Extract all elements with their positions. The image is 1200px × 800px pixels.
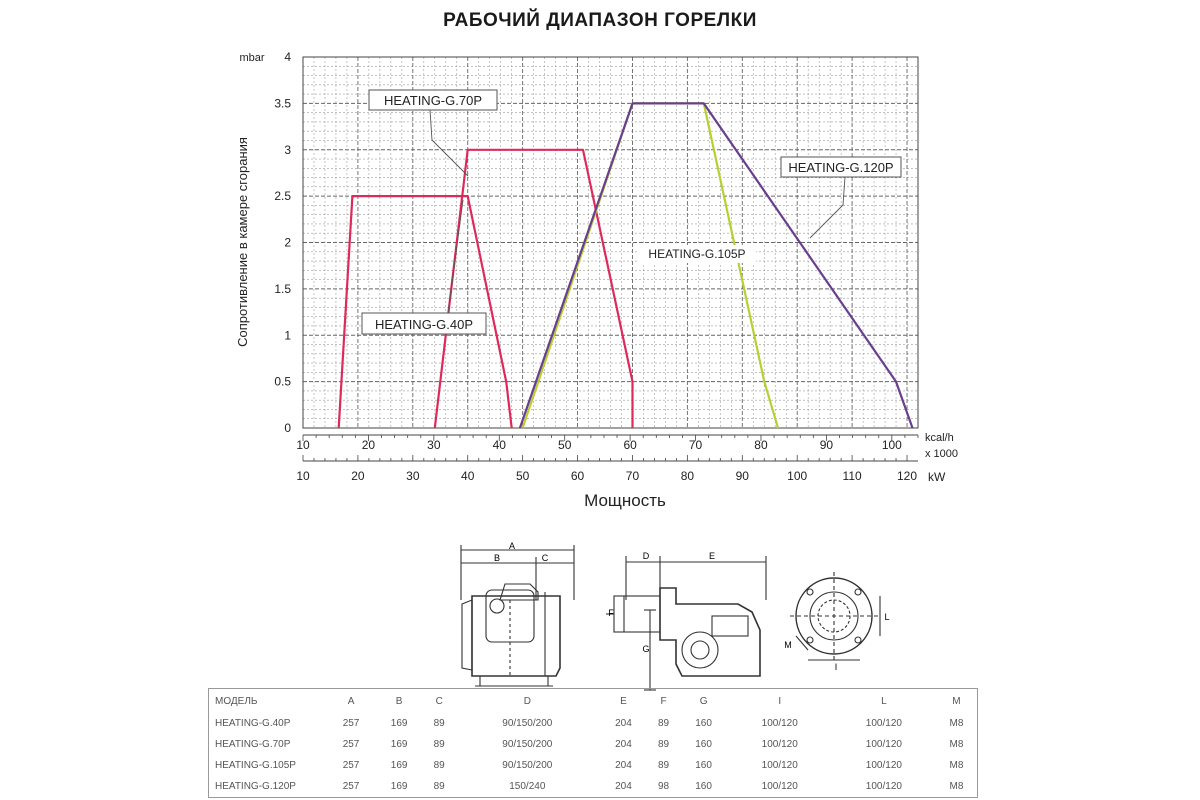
dim-label-b: B [493,553,501,563]
y-tick-label: 4 [284,50,291,64]
table-cell: 204 [615,781,632,792]
specs-table [208,688,978,798]
kw-tick-label: 110 [842,469,862,483]
table-row [209,776,978,798]
table-cell: HEATING-G.40P [215,718,291,729]
kcal-tick-label: 10 [296,438,310,452]
table-cell: 204 [615,718,632,729]
dim-label-l: L [884,612,890,622]
y-tick-label: 3 [284,142,291,157]
table-header: G [699,695,708,707]
y-unit-label: mbar [239,52,265,64]
flange-view-diagram [790,572,880,660]
table-cell: 89 [433,739,445,750]
table-header: I [778,695,782,707]
front-view-diagram [606,556,766,690]
table-cell: HEATING-G.105P [215,760,296,771]
kw-tick-label: 70 [625,469,640,483]
table-cell: 90/150/200 [502,739,553,750]
kw-unit-label: kW [928,470,946,484]
kcal-tick-label: 70 [688,438,703,452]
table-cell: 100/120 [761,739,798,750]
y-tick-label: 1.5 [274,281,291,296]
table-cell: 100/120 [761,718,798,729]
table-header: B [395,695,403,707]
table-header: D [523,695,531,707]
table-cell: 89 [433,781,445,792]
kcal-tick-label: 60 [623,438,637,452]
table-cell: 257 [342,739,360,750]
kw-tick-label: 30 [406,469,420,483]
table-cell: 89 [433,718,445,729]
dim-label-c: C [541,553,549,563]
table-header: F [660,695,667,707]
table-cell: 169 [390,760,408,771]
kcal-unit-label: kcal/h [925,432,954,444]
dim-label-d: D [642,551,650,561]
table-cell: 169 [390,739,408,750]
table-cell: M8 [949,739,964,750]
table-header-row [209,689,978,714]
table-cell: 90/150/200 [502,760,553,771]
table-row [209,713,978,734]
table-header: E [620,695,627,707]
table-cell: 100/120 [761,760,798,771]
kcal-tick-label: 40 [492,438,506,452]
kw-tick-label: 60 [570,469,585,483]
table-cell: 257 [342,718,360,729]
kw-tick-label: 80 [680,469,695,483]
table-cell: 257 [342,781,360,792]
table-cell: M8 [949,718,964,729]
kw-tick-label: 20 [351,469,365,483]
series-label-heating-g-40p: HEATING-G.40P [374,317,474,332]
kw-tick-label: 90 [735,469,749,483]
kcal-tick-label: 90 [819,438,834,452]
kcal-scale-label: x 1000 [925,448,959,460]
kw-tick-label: 100 [787,469,808,483]
table-cell: 98 [657,781,670,792]
table-cell: 257 [342,760,360,771]
y-tick-label: 0 [284,421,291,435]
table-cell: M8 [949,781,964,792]
table-cell: 100/120 [865,718,902,729]
kcal-tick-label: 100 [881,438,902,452]
dim-label-f: F [608,608,614,618]
table-cell: 160 [695,760,712,771]
table-cell: 160 [695,718,712,729]
table-cell: 169 [390,718,408,729]
table-row [209,755,978,776]
table-row [209,734,978,755]
table-header: L [881,695,887,707]
table-cell: 100/120 [761,781,798,792]
table-header: C [435,695,443,707]
kw-tick-label: 40 [461,469,475,483]
kw-tick-label: 50 [515,469,530,483]
table-cell: 150/240 [509,781,546,792]
table-cell: 204 [615,760,632,771]
dim-label-m: M [784,640,792,650]
table-cell: 90/150/200 [502,718,553,729]
kcal-tick-label: 80 [754,438,768,452]
kcal-tick-label: 20 [361,438,376,452]
table-cell: 204 [615,739,632,750]
x-axis-label: Мощность [584,491,666,510]
table-cell: 160 [695,739,712,750]
kw-tick-label: 120 [897,469,918,483]
y-tick-label: 0.5 [274,374,291,389]
table-cell: HEATING-G.70P [215,739,291,750]
table-cell: 89 [657,718,670,729]
series-label-heating-g-105p: HEATING-G.105P [648,247,746,261]
series-label-heating-g-120p: HEATING-G.120P [788,160,894,175]
table-header: МОДЕЛЬ [215,695,258,707]
table-header: M [952,695,961,707]
table-cell: 160 [695,781,712,792]
y-tick-label: 3.5 [274,96,291,111]
y-tick-label: 2 [284,235,291,250]
table-cell: 100/120 [865,781,902,792]
table-header: A [347,695,355,707]
table-cell: 89 [433,760,445,771]
table-cell: HEATING-G.120P [215,781,296,792]
kcal-tick-label: 50 [558,438,572,452]
y-axis-label: Сопротивление в камере сгорания [235,137,250,347]
y-tick-label: 2.5 [274,189,291,204]
kw-tick-label: 10 [296,469,310,483]
y-tick-label: 1 [284,328,291,343]
dim-label-a: A [508,541,516,551]
dim-label-i: I [834,662,838,672]
table-cell: 100/120 [865,739,902,750]
series-label-heating-g-70p: HEATING-G.70P [383,93,483,108]
page-title: РАБОЧИЙ ДИАПАЗОН ГОРЕЛКИ [443,10,757,31]
kcal-tick-label: 30 [427,438,441,452]
table-cell: 89 [657,760,670,771]
table-cell: M8 [949,760,964,771]
dim-label-g: G [642,644,650,654]
table-cell: 169 [390,781,408,792]
table-cell: 89 [657,739,670,750]
table-cell: 100/120 [865,760,902,771]
side-view-diagram [461,545,574,686]
dim-label-e: E [708,551,716,561]
